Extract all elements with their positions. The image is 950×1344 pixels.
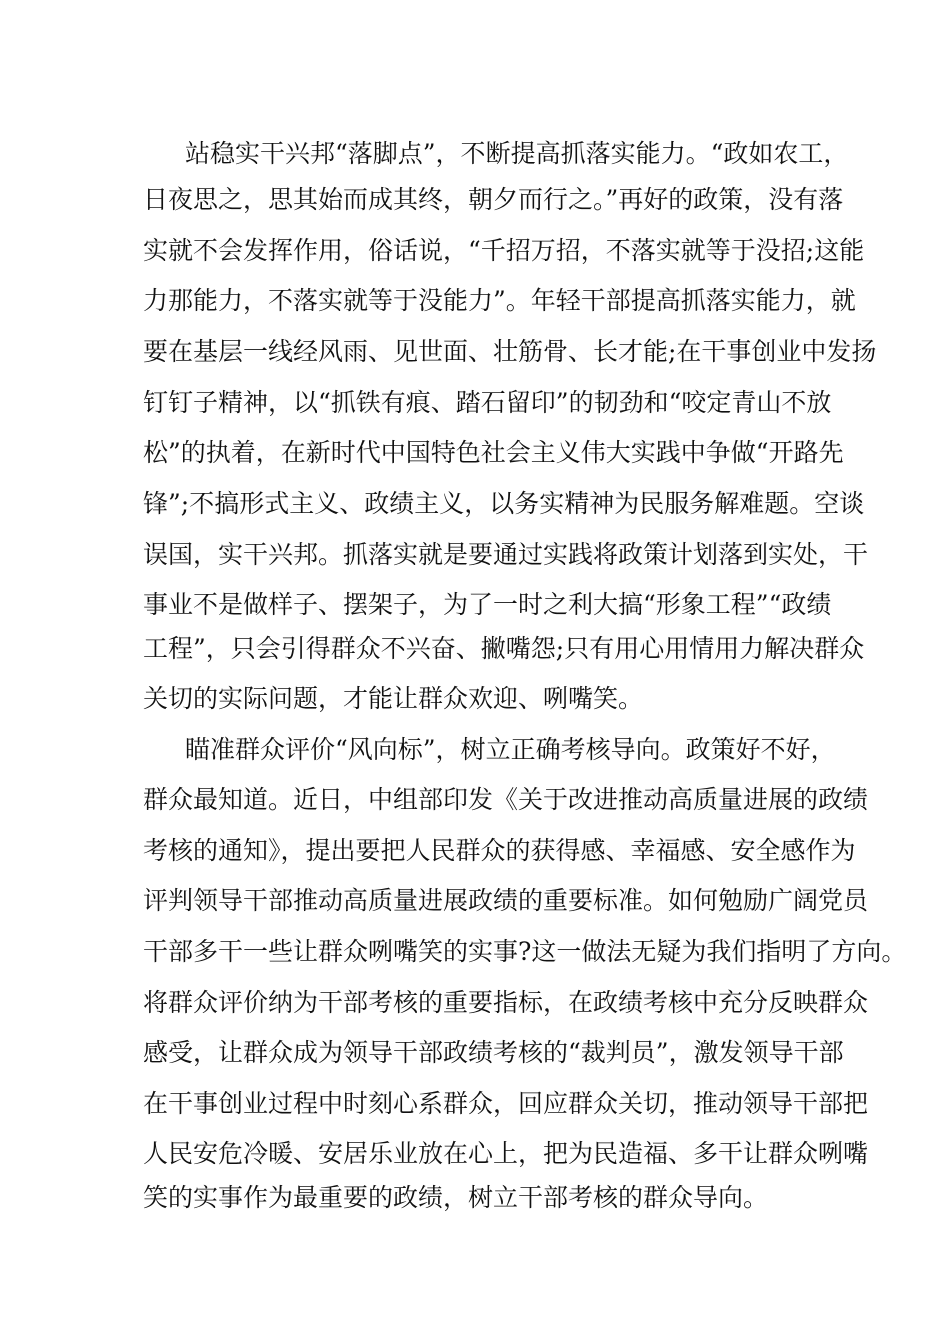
text-line: 考核的通知》，提出要把人民群众的获得感、幸福感、安全感作为 [143,836,856,865]
text-line: 干部多干一些让群众咧嘴笑的实事?这一做法无疑为我们指明了方向。 [143,937,907,966]
text-line: 事业不是做样子、摆架子，为了一时之利大搞“形象工程”“政绩 [143,590,832,619]
text-line: 实就不会发挥作用，俗话说，“千招万招，不落实就等于没招;这能 [143,236,865,265]
text-line: 钉钉子精神，以“抓铁有痕、踏石留印”的韧劲和“咬定青山不放 [143,388,832,417]
text-line: 评判领导干部推动高质量进展政绩的重要标准。如何勉励广阔党员 [143,886,869,915]
text-line: 要在基层一线经风雨、见世面、壮筋骨、长才能;在干事创业中发扬 [143,337,877,366]
text-line: 日夜思之，思其始而成其终，朝夕而行之。”再好的政策，没有落 [143,185,844,214]
text-line: 松”的执着，在新时代中国特色社会主义伟大实践中争做“开路先 [143,438,844,467]
text-line: 将群众评价纳为干部考核的重要指标，在政绩考核中充分反映群众 [143,988,869,1017]
text-line: 人民安危冷暖、安居乐业放在心上，把为民造福、多干让群众咧嘴 [143,1139,869,1168]
text-line: 群众最知道。近日，中组部印发《关于改进推动高质量进展的政绩 [143,785,869,814]
text-line: 瞄准群众评价“风向标”，树立正确考核导向。政策好不好， [185,735,836,764]
text-line: 工程”，只会引得群众不兴奋、撇嘴怨;只有用心用情用力解决群众 [143,634,865,663]
text-line: 笑的实事作为最重要的政绩，树立干部考核的群众导向。 [143,1183,769,1212]
text-line: 力那能力，不落实就等于没能力”。年轻干部提高抓落实能力，就 [143,286,856,315]
text-line: 锋”;不搞形式主义、政绩主义，以务实精神为民服务解难题。空谈 [143,489,865,518]
text-line: 感受，让群众成为领导干部政绩考核的“裁判员”，激发领导干部 [143,1038,844,1067]
text-line: 误国，实干兴邦。抓落实就是要通过实践将政策计划落到实处，干 [143,540,869,569]
text-line: 站稳实干兴邦“落脚点”，不断提高抓落实能力。“政如农工， [185,139,849,168]
text-line: 在干事创业过程中时刻心系群众，回应群众关切，推动领导干部把 [143,1089,869,1118]
text-line: 关切的实际问题，才能让群众欢迎、咧嘴笑。 [143,684,644,713]
